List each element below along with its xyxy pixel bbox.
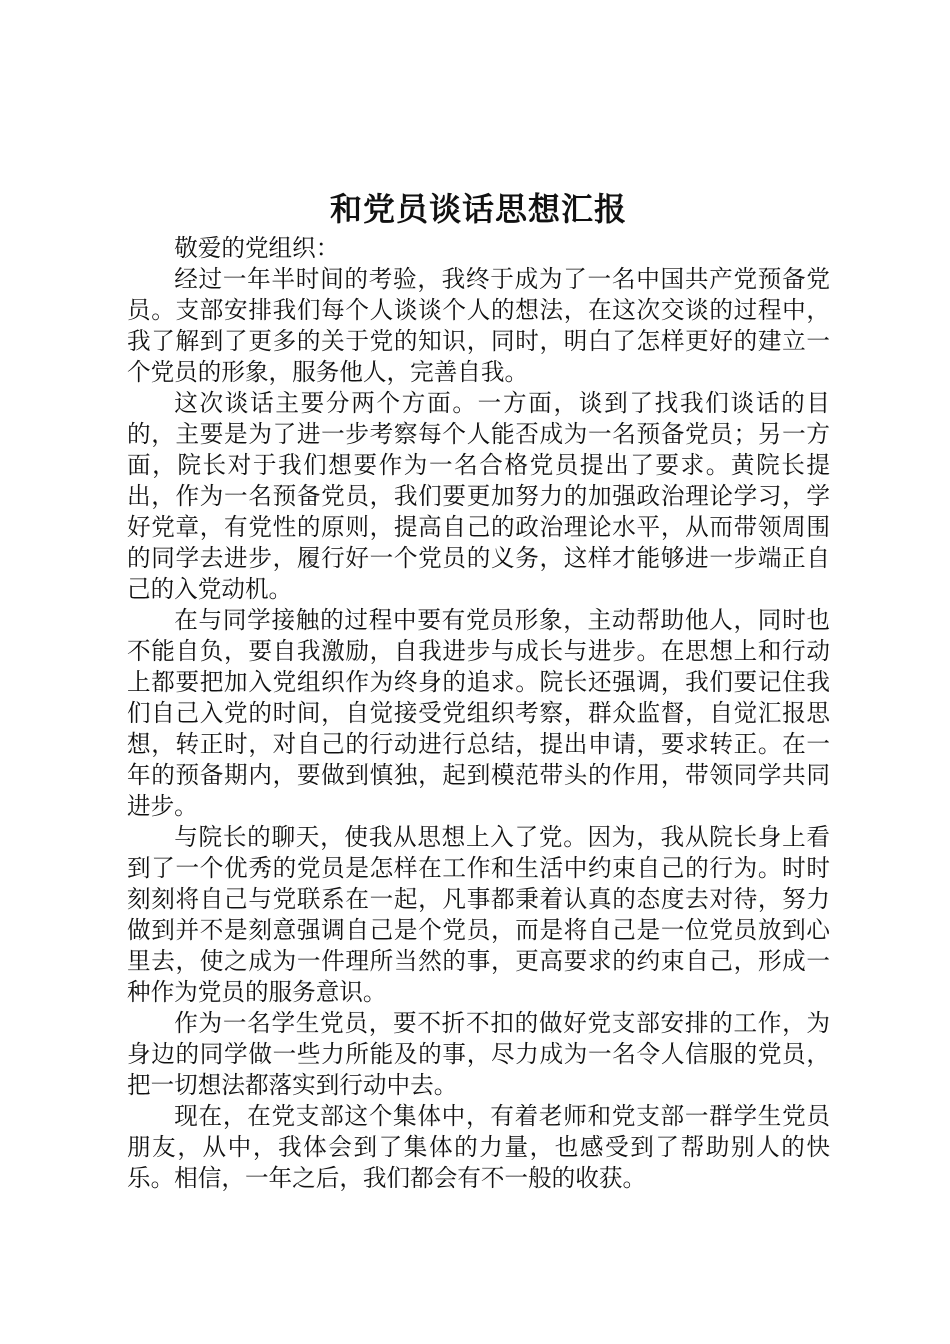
paragraph: 作为一名学生党员，要不折不扣的做好党支部安排的工作，为身边的同学做一些力所能及的事，尽力成为一名令人信服的党员，把一切想法都落实到行动中去。 [127,1009,830,1099]
document-page [127,186,830,1194]
paragraph: 与院长的聊天，使我从思想上入了党。因为，我从院长身上看到了一个优秀的党员是怎样在工作和生活中约束自己的行为。时时刻刻将自己与党联系在一起，凡事都秉着认真的态度去对待，努力做到并不是刻意强调自己是个党员，而是将自己是一位党员放到心里去，使之成为一件理所当然的事，更高要求的约束自己，形成一种作为党员的服务意识。 [127,823,830,1006]
paragraph: 在与同学接触的过程中要有党员形象，主动帮助他人，同时也不能自负，要自我激励，自我进步与成长与进步。在思想上和行动上都要把加入党组织作为终身的追求。院长还强调，我们要记住我们自己入党的时间，自觉接受党组织考察，群众监督，自觉汇报思想，转正时，对自己的行动进行总结，提出申请，要求转正。在一年的预备期内，要做到慎独，起到模范带头的作用，带领同学共同进步。 [127,606,830,820]
document-title: 和党员谈话思想汇报 [329,190,627,228]
paragraph: 经过一年半时间的考验，我终于成为了一名中国共产党预备党员。支部安排我们每个人谈谈个人的想法，在这次交谈的过程中，我了解到了更多的关于党的知识，同时，明白了怎样更好的建立一个党员的形象，服务他人，完善自我。 [127,265,830,386]
paragraph: 现在，在党支部这个集体中，有着老师和党支部一群学生党员朋友，从中，我体会到了集体的力量，也感受到了帮助别人的快乐。相信，一年之后，我们都会有不一般的收获。 [127,1102,830,1192]
salutation: 敬爱的党组织： [174,234,340,262]
paragraph: 这次谈话主要分两个方面。一方面，谈到了找我们谈话的目的，主要是为了进一步考察每个人能否成为一名预备党员；另一方面，院长对于我们想要作为一名合格党员提出了要求。黄院长提出，作为一名预备党员，我们要更加努力的加强政治理论学习，学好党章，有党性的原则，提高自己的政治理论水平，从而带领周围的同学去进步，履行好一个党员的义务，这样才能够进一步端正自己的入党动机。 [127,389,830,603]
